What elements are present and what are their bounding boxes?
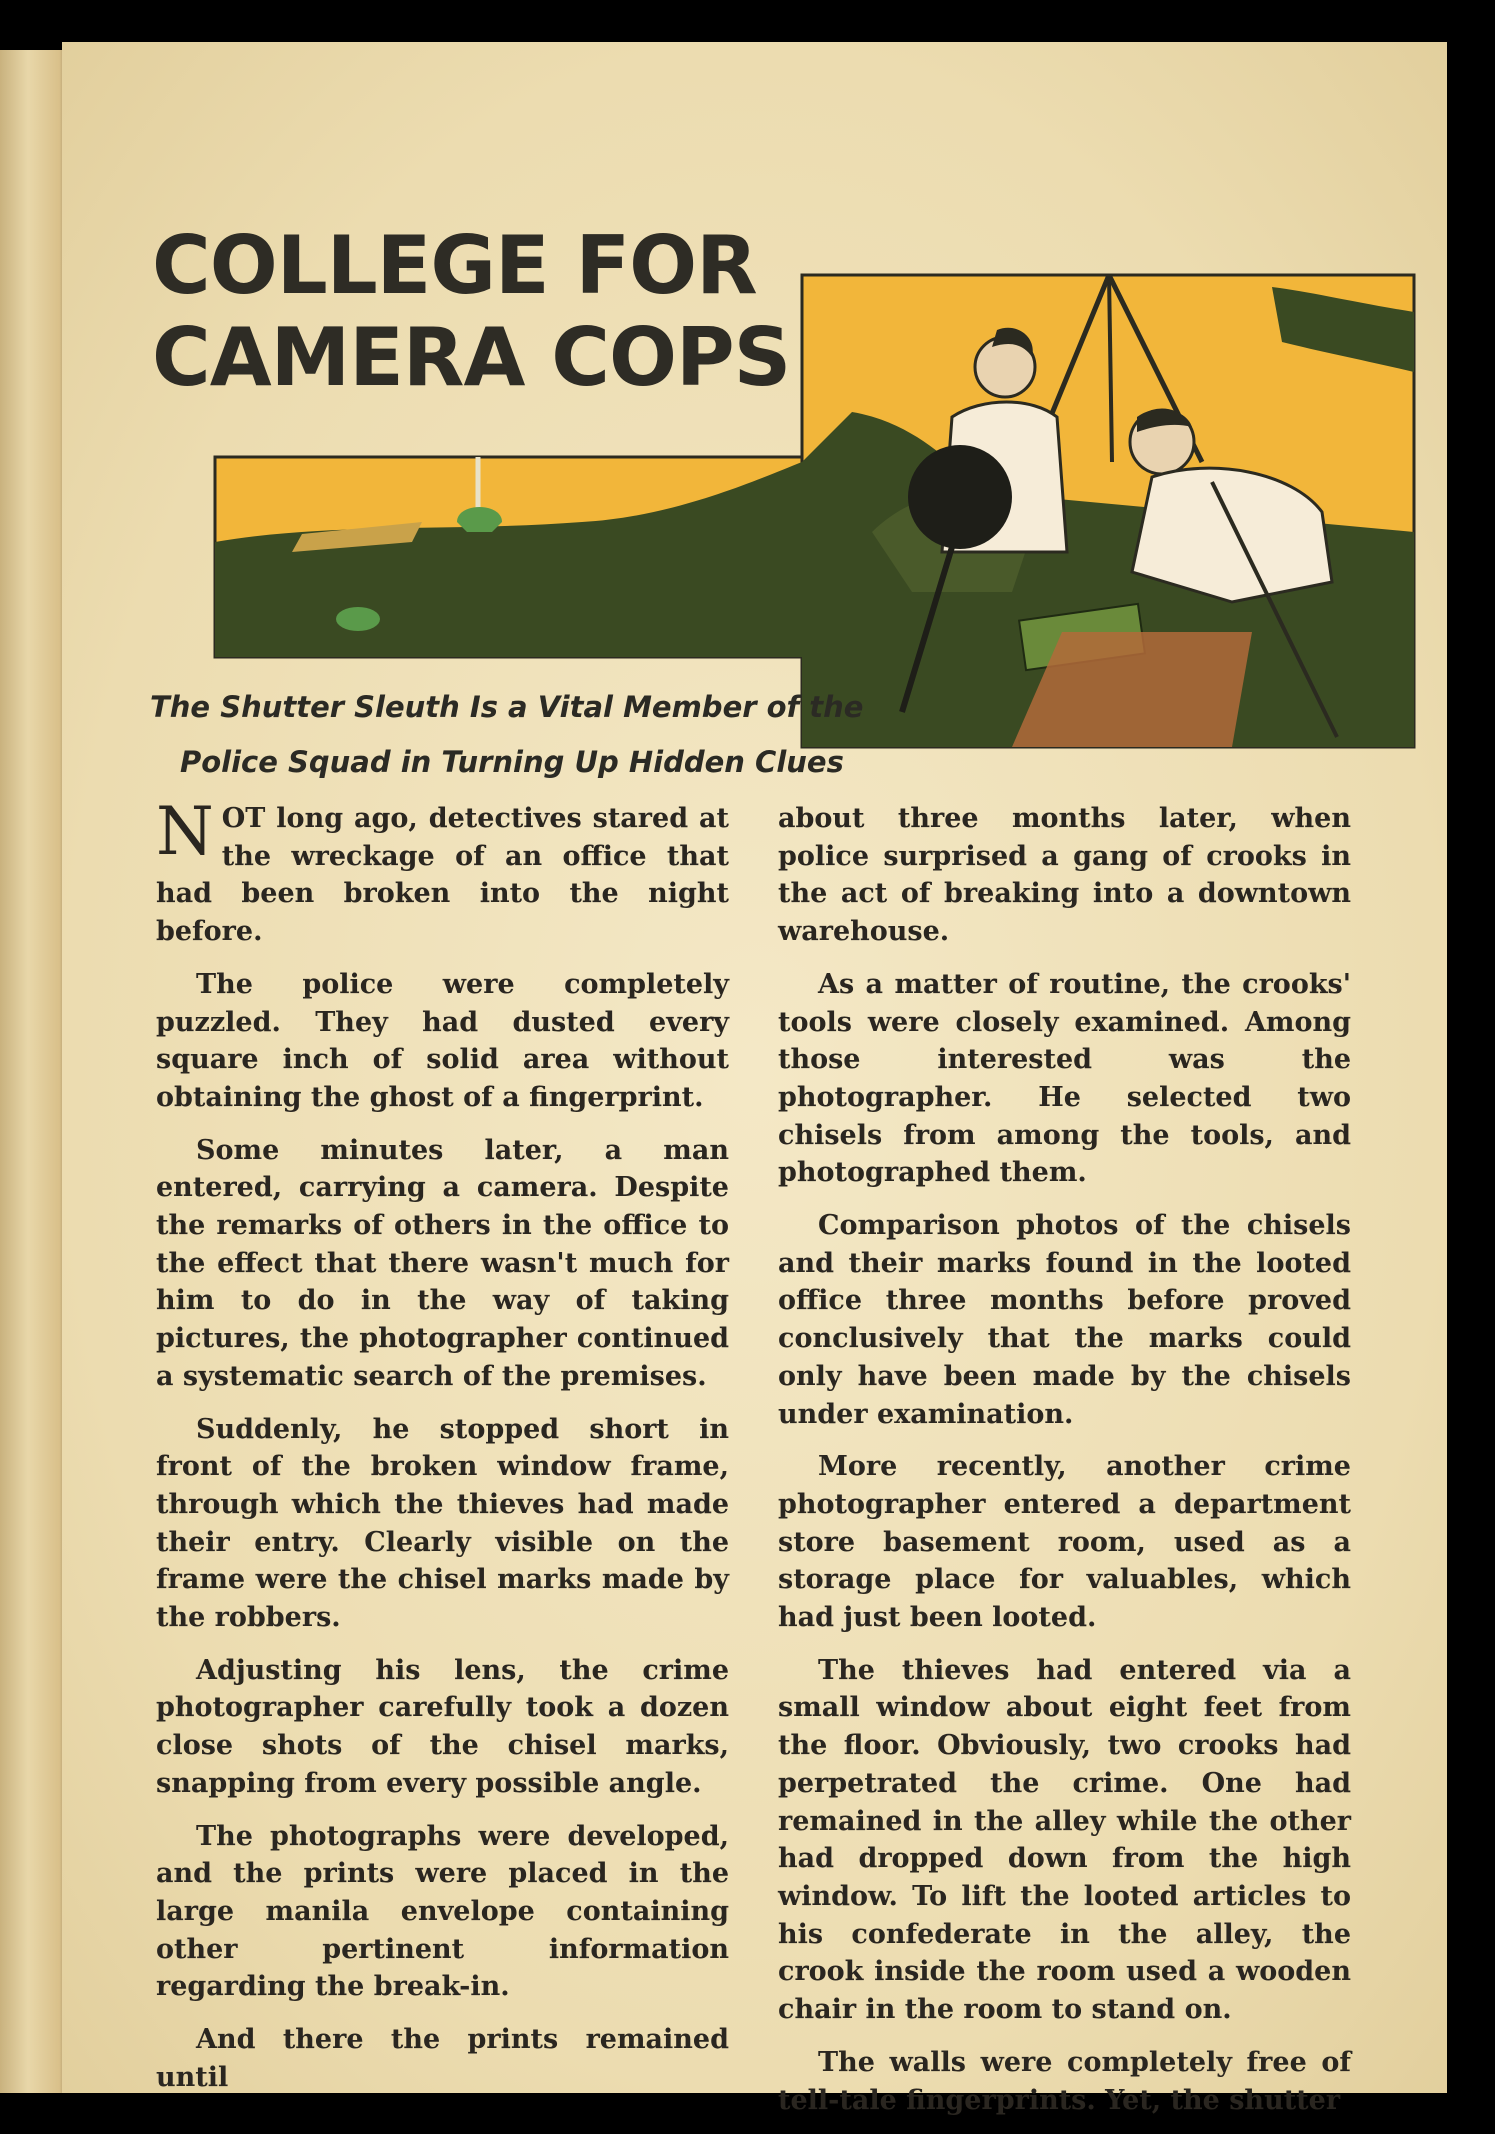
paragraph: More recently, another crime photographer entered a department store basement room, used as a storage place for valuables, which had just been looted. [778, 1451, 1351, 1634]
paragraph: And there the prints remained until [156, 2024, 729, 2093]
drop-cap: N [156, 793, 214, 870]
paragraph: The police were completely puzzled. They had dusted every square inch of solid area without obtaining the ghost of a fingerprint. [156, 968, 729, 1113]
paragraph: NOT long ago, detectives stared at the wreckage of an office that had been broken into the night before. [156, 793, 729, 948]
title-line-2: CAMERA COPS [152, 311, 791, 404]
title-line-1: COLLEGE FOR [152, 219, 757, 312]
subtitle-line-2: Police Squad in Turning Up Hidden Clues [180, 745, 844, 779]
paragraph: The walls were completely free of tell-tale fingerprints. Yet, the shutter [778, 2046, 1351, 2116]
paragraph: Adjusting his lens, the crime photographer carefully took a dozen close shots of the chisel marks, snapping from every possible angle. [156, 1654, 729, 1799]
subtitle-line-1: The Shutter Sleuth Is a Vital Member of the [150, 690, 864, 724]
paragraph: Suddenly, he stopped short in front of the broken window frame, through which the thieves had made their entry. Clearly visible on the frame were the chisel marks made by the robbers. [156, 1413, 729, 1634]
paragraph: The photographs were developed, and the prints were placed in the large manila envelope containing other pertinent information regarding the break-in. [156, 1820, 729, 2003]
text-column-left [156, 793, 729, 2112]
paragraph: Comparison photos of the chisels and their marks found in the looted office three months before proved conclusively that the marks could only have been made by the chisels under examination. [778, 1210, 1351, 1430]
paragraph: The thieves had entered via a small window about eight feet from the floor. Obviously, two crooks had perpetrated the crime. One had remained in the alley while the other had dropped down from the high window. To lift the looted articles to his confederate in the alley, the crook inside the room used a wooden chair in the room to stand on. [778, 1654, 1351, 2026]
book-spine [0, 50, 70, 2093]
article-title [152, 220, 790, 404]
magazine-page [62, 42, 1447, 2116]
paragraph: Some minutes later, a man entered, carrying a camera. Despite the remarks of others in the office to the effect that there wasn't much for him to do in the way of taking pictures, the photographer continued a systematic search of the premises. [156, 1134, 729, 1392]
paragraph: about three months later, when police surprised a gang of crooks in the act of breaking into a downtown warehouse. [778, 803, 1351, 948]
article-subtitle [150, 680, 1010, 790]
text-column-right [778, 800, 1351, 2134]
paragraph: As a matter of routine, the crooks' tools were closely examined. Among those interested was the photographer. He selected two chisels from among the tools, and photographed them. [778, 968, 1351, 1189]
